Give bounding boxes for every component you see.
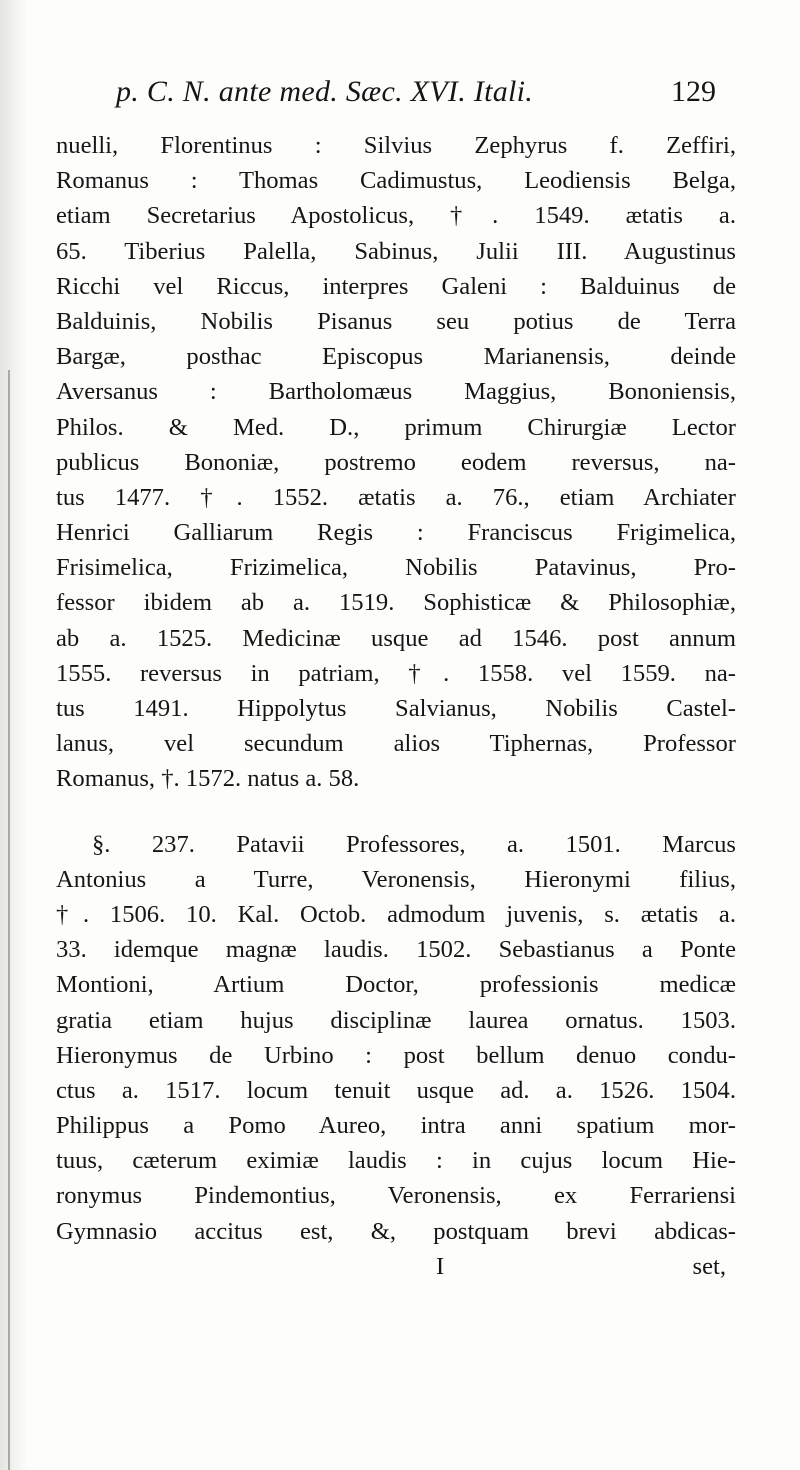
text-line: publicus Bononiæ, postremo eodem reversus, na- xyxy=(56,448,736,476)
text-line: gratia etiam hujus disciplinæ laurea ornatus. 1503. xyxy=(56,1006,736,1034)
signature-mark: I xyxy=(436,1252,445,1280)
text-line: Romanus : Thomas Cadimustus, Leodiensis Belga, xyxy=(56,167,736,195)
text-line: Bargæ, posthac Episcopus Marianensis, deinde xyxy=(56,343,736,371)
text-line: Romanus, †. 1572. natus a. 58. xyxy=(56,765,360,793)
text-line: Frisimelica, Frizimelica, Nobilis Patavinus, Pro- xyxy=(56,554,736,582)
text-line: Philos. & Med. D., primum Chirurgiæ Lector xyxy=(56,413,736,441)
paragraph-physicians-list xyxy=(56,128,736,797)
text-line: tuus, cæterum eximiæ laudis : in cujus locum Hie- xyxy=(56,1147,736,1175)
catchword: set, xyxy=(692,1252,726,1280)
text-line: lanus, vel secundum alios Tiphernas, Professor xyxy=(56,730,736,758)
text-line: etiam Secretarius Apostolicus, †. 1549. ætatis a. xyxy=(56,202,736,230)
page-header xyxy=(116,72,716,112)
text-line: Aversanus : Bartholomæus Maggius, Bononiensis, xyxy=(56,378,736,406)
text-line: tus 1477. †. 1552. ætatis a. 76., etiam Archiater xyxy=(56,483,736,511)
text-line: fessor ibidem ab a. 1519. Sophisticæ & Philosophiæ, xyxy=(56,589,736,617)
text-line: †. 1506. 10. Kal. Octob. admodum juvenis, s. ætatis a. xyxy=(56,900,736,928)
text-line: Henrici Galliarum Regis : Franciscus Frigimelica, xyxy=(56,519,736,547)
text-line: 33. idemque magnæ laudis. 1502. Sebastianus a Ponte xyxy=(56,936,736,964)
text-line: Montioni, Artium Doctor, professionis medicæ xyxy=(56,971,736,999)
paragraph-section-237 xyxy=(56,827,736,1249)
text-line: §. 237. Patavii Professores, a. 1501. Marcus xyxy=(92,830,736,858)
text-line: Ricchi vel Riccus, interpres Galeni : Balduinus de xyxy=(56,272,736,300)
text-line: nuelli, Florentinus : Silvius Zephyrus f. Zeffiri, xyxy=(56,132,736,159)
text-line: 65. Tiberius Palella, Sabinus, Julii III. Augustinus xyxy=(56,237,736,265)
text-line: ctus a. 1517. locum tenuit usque ad. a. 1526. 1504. xyxy=(56,1076,736,1104)
text-line: Philippus a Pomo Aureo, intra anni spatium mor- xyxy=(56,1112,736,1140)
page-number: 129 xyxy=(671,75,716,108)
gutter-edge-marks xyxy=(8,370,16,1470)
text-line: Antonius a Turre, Veronensis, Hieronymi filius, xyxy=(56,865,736,893)
text-line: tus 1491. Hippolytus Salvianus, Nobilis Castel- xyxy=(56,695,736,722)
text-line: Balduinis, Nobilis Pisanus seu potius de Terra xyxy=(56,307,736,335)
text-line: Gymnasio accitus est, &, postquam brevi abdicas- xyxy=(56,1217,736,1245)
text-line: 1555. reversus in patriam, †. 1558. vel 1559. na- xyxy=(56,659,736,687)
page-footer xyxy=(56,1249,736,1284)
text-line: ronymus Pindemontius, Veronensis, ex Ferrariensi xyxy=(56,1182,736,1210)
paragraph-gap xyxy=(56,797,736,827)
text-line: ab a. 1525. Medicinæ usque ad 1546. post annum xyxy=(56,624,736,652)
body-text xyxy=(56,128,736,1284)
running-title: p. C. N. ante med. Sæc. XVI. Itali. xyxy=(116,75,534,108)
page-gutter-shadow xyxy=(0,0,28,1470)
text-line: Hieronymus de Urbino : post bellum denuo condu- xyxy=(56,1041,736,1069)
